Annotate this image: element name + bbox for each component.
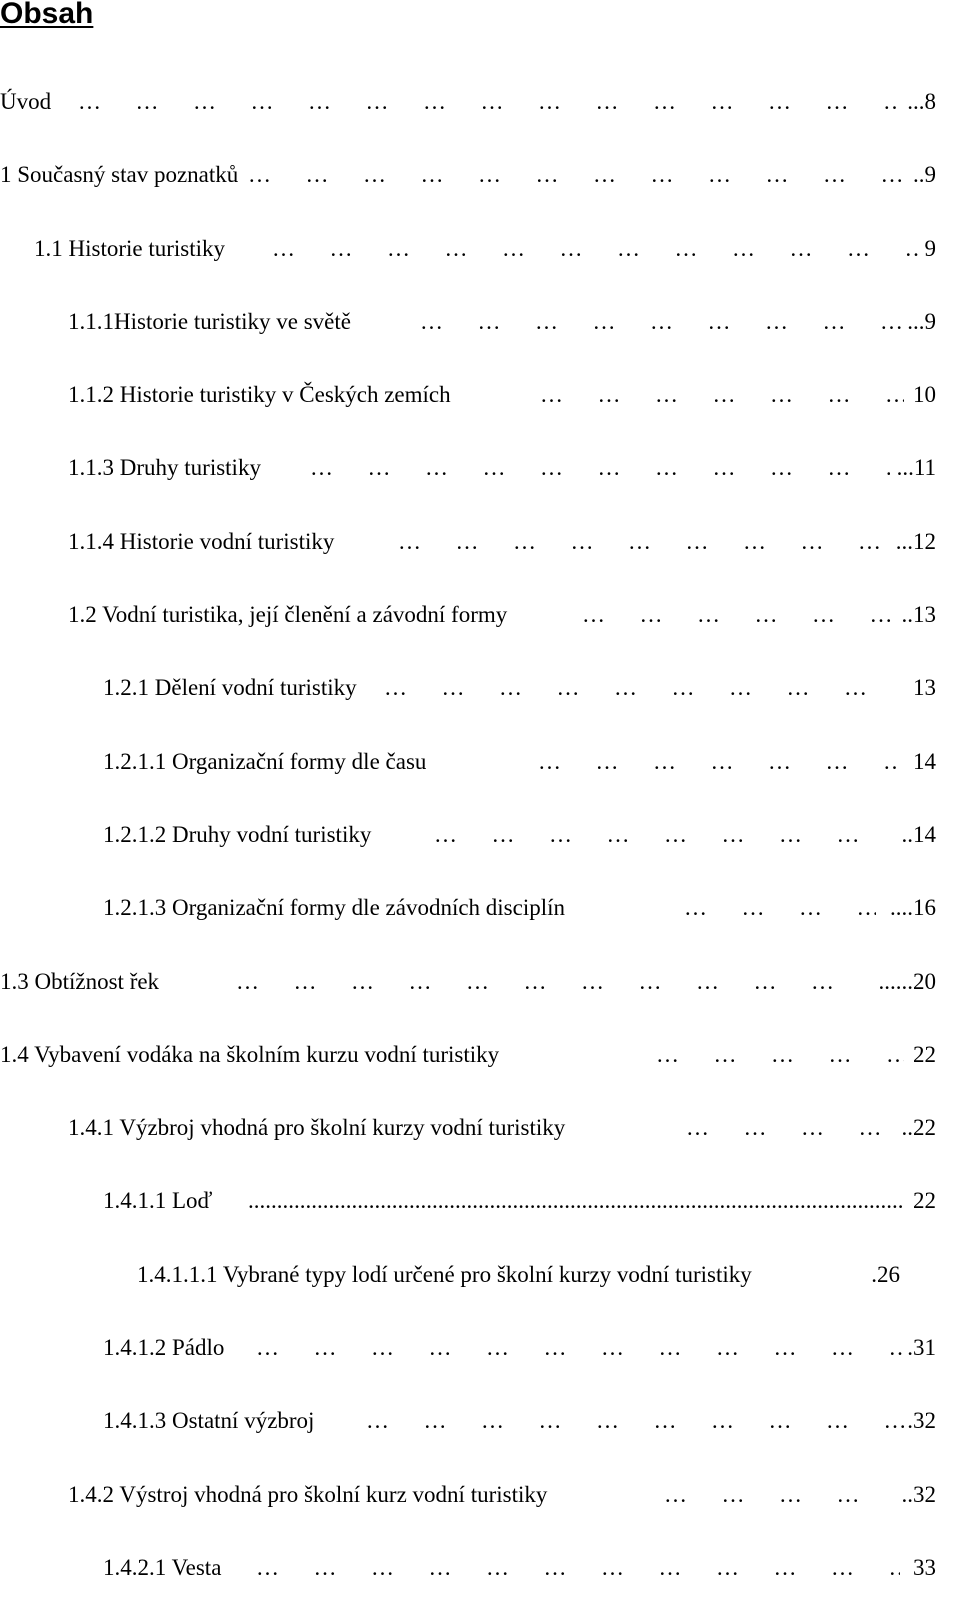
toc-entry-1-1[interactable] xyxy=(0,229,960,302)
toc-entry-1-4-2-1[interactable] xyxy=(0,1548,960,1621)
toc-entry-title: 1.1.4 Historie vodní turistiky xyxy=(68,528,335,554)
toc-entry-1-1-1[interactable] xyxy=(0,302,960,375)
toc-entry-page: .32 xyxy=(907,1408,936,1434)
toc-leader xyxy=(272,229,920,269)
toc-entry-page: ..9 xyxy=(913,162,936,188)
toc-entry-1-4[interactable] xyxy=(0,1035,960,1108)
toc-leader xyxy=(538,742,900,782)
toc-entry-title: 1.2 Vodní turistika, její členění a závodní formy xyxy=(68,602,508,628)
toc-entry-page: 9 xyxy=(924,235,936,261)
toc-entry-title: 1.4.1.1 Loď xyxy=(103,1188,213,1214)
toc-entry-page: ...8 xyxy=(907,89,936,114)
toc-entry-1[interactable] xyxy=(0,155,960,228)
toc-leader xyxy=(310,448,890,488)
toc-leader xyxy=(236,962,860,1002)
toc-entry-1-1-3[interactable] xyxy=(0,448,960,521)
page-title: Obsah xyxy=(0,0,94,30)
toc-entry-title: 1.2.1.3 Organizační formy dle závodních disciplín xyxy=(103,895,566,921)
toc-leader xyxy=(398,522,890,562)
toc-entry-title: 1.4.1.3 Ostatní výzbroj xyxy=(103,1408,315,1434)
toc-leader xyxy=(248,155,910,195)
toc-leader xyxy=(78,82,900,122)
toc-entry-1-4-1-2[interactable] xyxy=(0,1328,960,1401)
toc-entry-page: ...11 xyxy=(896,455,936,481)
toc-entry-1-4-1-3[interactable] xyxy=(0,1401,960,1474)
toc-entry-title: 1.4.2.1 Vesta xyxy=(103,1554,222,1580)
toc-entry-title: 1 Současný stav poznatků xyxy=(0,162,239,188)
toc-entry-page: ......20 xyxy=(878,968,936,994)
toc-entry-title: 1.4.1 Výzbroj vhodná pro školní kurzy vodní turistiky xyxy=(68,1115,566,1141)
toc-entry-1-1-4[interactable] xyxy=(0,522,960,595)
toc-entry-page: ..14 xyxy=(901,821,936,847)
toc-entry-1-2-1-1[interactable] xyxy=(0,742,960,815)
toc-entry-page: .26 xyxy=(871,1261,900,1287)
toc-entry-uvod[interactable] xyxy=(0,82,960,155)
toc-entry-page: ...12 xyxy=(895,528,936,554)
toc-entry-1-2-1-3[interactable] xyxy=(0,888,960,961)
toc-entry-page: 33 xyxy=(913,1554,936,1580)
toc-leader xyxy=(248,1181,904,1221)
toc-entry-page: 22 xyxy=(913,1041,936,1067)
toc-leader xyxy=(582,595,896,635)
toc-entry-page: .31 xyxy=(907,1335,936,1361)
toc-leader xyxy=(656,1035,904,1075)
toc-entry-title: 1.1.3 Druhy turistiky xyxy=(68,455,261,481)
toc-entry-1-1-2[interactable] xyxy=(0,375,960,448)
toc-entry-title: 1.1.1Historie turistiky ve světě xyxy=(68,308,351,334)
toc-entry-page: 22 xyxy=(913,1188,936,1214)
toc-entry-title: 1.4.1.1.1 Vybrané typy lodí určené pro školní kurzy vodní turistiky xyxy=(137,1261,752,1287)
toc-leader xyxy=(256,1328,904,1368)
toc-entry-title: 1.1 Historie turistiky xyxy=(34,235,226,261)
toc-entry-page: ..13 xyxy=(901,602,936,628)
toc-entry-1-4-1-1[interactable] xyxy=(0,1181,960,1254)
toc-entry-page: 13 xyxy=(913,675,936,701)
toc-leader xyxy=(256,1548,900,1588)
toc-entry-1-2-1[interactable] xyxy=(0,668,960,741)
toc-leader xyxy=(384,668,900,708)
toc-entry-title: 1.4.2 Výstroj vhodná pro školní kurz vodní turistiky xyxy=(68,1481,548,1507)
toc-entry-title: 1.4.1.2 Pádlo xyxy=(103,1335,225,1361)
toc-leader xyxy=(686,1108,896,1148)
toc-leader xyxy=(684,888,876,928)
toc-leader xyxy=(366,1401,904,1441)
toc-entry-1-3[interactable] xyxy=(0,962,960,1035)
toc-entry-page: ..32 xyxy=(901,1481,936,1507)
toc-entry-1-4-2[interactable] xyxy=(0,1475,960,1548)
toc-entry-page: 10 xyxy=(913,382,936,408)
toc-entry-page: ...9 xyxy=(907,308,936,334)
toc-entry-1-2[interactable] xyxy=(0,595,960,668)
toc-leader xyxy=(434,815,884,855)
toc-entry-title: 1.3 Obtížnost řek xyxy=(0,968,160,994)
toc-entry-title: 1.2.1 Dělení vodní turistiky xyxy=(103,675,357,701)
toc-leader xyxy=(664,1475,896,1515)
toc-leader xyxy=(420,302,904,342)
toc-leader xyxy=(540,375,904,415)
toc-entry-title: Úvod xyxy=(0,89,52,114)
toc-entry-1-2-1-2[interactable] xyxy=(0,815,960,888)
toc-entry-page: 14 xyxy=(913,748,936,774)
toc-entry-1-4-1-1-1[interactable] xyxy=(0,1255,960,1328)
toc-entry-page: ....16 xyxy=(890,895,936,921)
toc-entry-title: 1.2.1.1 Organizační formy dle času xyxy=(103,748,427,774)
toc-entry-title: 1.1.2 Historie turistiky v Českých zemích xyxy=(68,382,451,408)
toc-entry-title: 1.4 Vybavení vodáka na školním kurzu vodní turistiky xyxy=(0,1041,500,1067)
toc-entry-title: 1.2.1.2 Druhy vodní turistiky xyxy=(103,821,372,847)
toc-entry-page: ..22 xyxy=(901,1115,936,1141)
toc-entry-1-4-1[interactable] xyxy=(0,1108,960,1181)
table-of-contents xyxy=(0,82,960,1621)
